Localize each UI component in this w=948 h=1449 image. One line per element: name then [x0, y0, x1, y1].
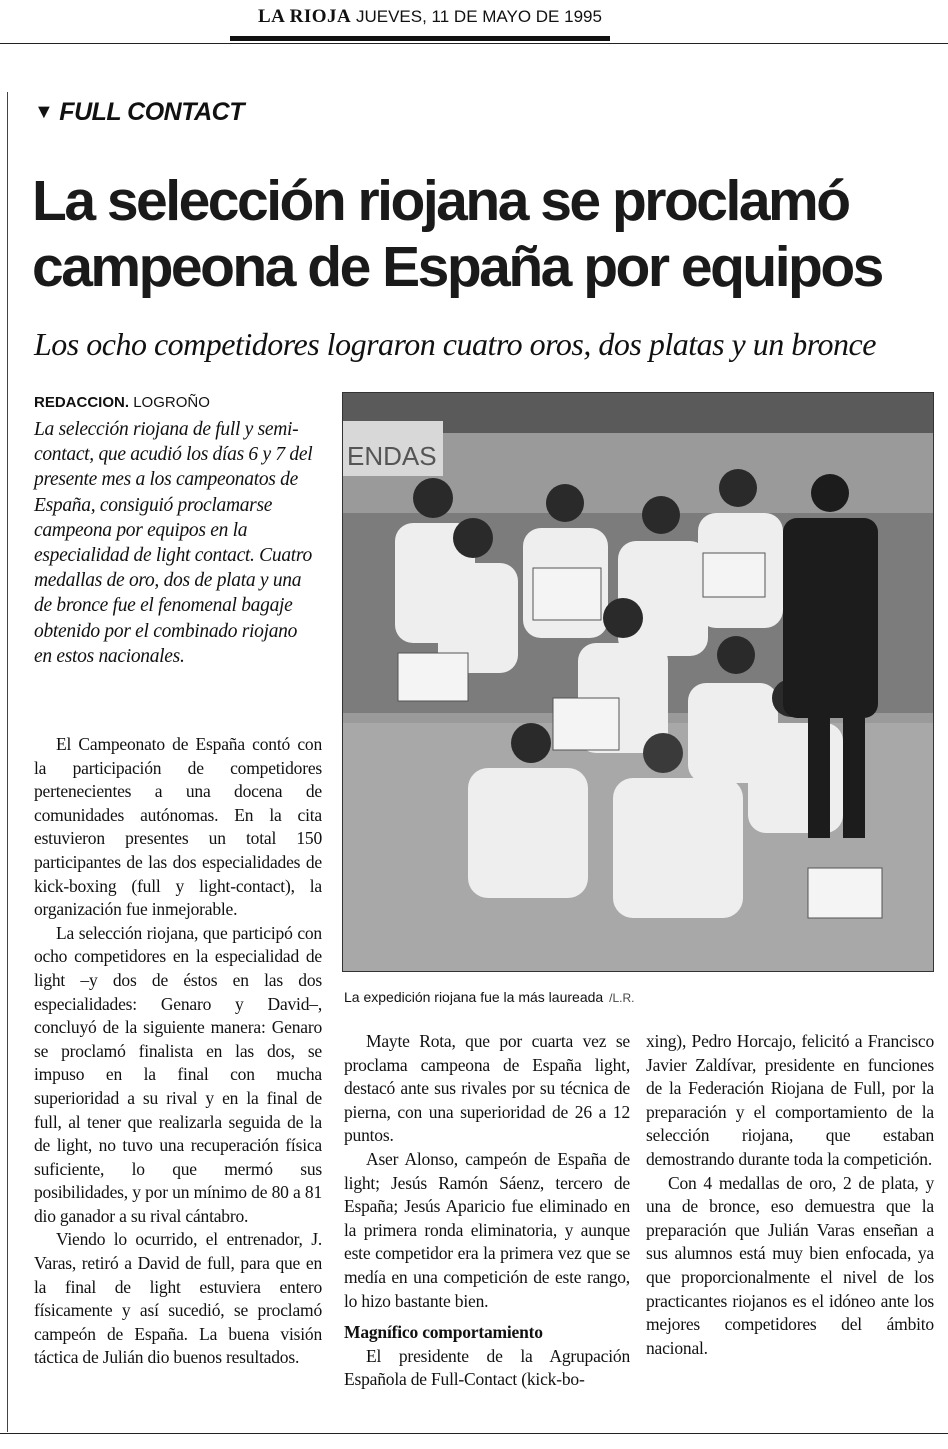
body-paragraph: Con 4 medallas de oro, 2 de plata, y una de bronce, eso demuestra que la preparación que Julián Varas enseñan a sus alumnos está muy bien enfocada, ya que proporcionalmente el nivel de los practicantes riojanos es el idóneo ante los mejores competidores del ámbito nacional.: [646, 1172, 934, 1358]
photo-caption: [344, 989, 635, 1005]
body-paragraph: Aser Alonso, campeón de España de light; Jesús Ramón Sáenz, tercero de España; Jesús Aparicio fue eliminado en la primera ronda eliminatoria, y aunque este competidor era la primera vez que se medía en una competición de este rango, lo hizo bastante bien.: [344, 1148, 630, 1311]
body-column-1: [34, 733, 322, 1370]
newspaper-name: LA RIOJA: [258, 6, 352, 27]
headline: La selección riojana se proclamó campeona de España por equipos: [32, 169, 882, 299]
caption-text: La expedición riojana fue la más laureada: [344, 989, 604, 1005]
section-label: [34, 98, 244, 127]
body-paragraph: Mayte Rota, que por cuarta vez se proclama campeona de España light, destacó ante sus rivales por su técnica de pierna, con una superioridad de 26 a 12 puntos.: [344, 1031, 630, 1146]
section-name: FULL CONTACT: [59, 98, 245, 126]
body-subheading: Magnífico comportamiento: [344, 1322, 543, 1343]
byline-place: LOGROÑO: [133, 394, 210, 411]
byline: [34, 394, 210, 411]
bottom-rule: [0, 1433, 948, 1434]
photo-credit: /L.R.: [609, 991, 635, 1005]
masthead-rule: [230, 36, 610, 41]
team-photo-illustration: [343, 393, 934, 972]
body-paragraph: xing), Pedro Horcajo, felicitó a Francisco Javier Zaldívar, presidente en funciones de la Federación Riojana de Full, por la preparación y el comportamiento de la selección riojana, que estaban demostrando durante toda la competición.: [646, 1031, 934, 1169]
masthead: [258, 6, 602, 28]
triangle-down-icon: ▼: [34, 101, 54, 123]
body-paragraph: El Campeonato de España contó con la participación de competidores pertenecientes a una docena de comunidades autónomas. En la cita estuvieron presentes un total 150 participantes de las dos especialidades de kick-boxing (full y light-contact), la organización fue inmejorable.: [34, 734, 322, 920]
margin-rule: [7, 92, 8, 1432]
issue-date: JUEVES, 11 DE MAYO DE 1995: [355, 7, 602, 26]
body-column-3: [646, 1030, 934, 1360]
byline-author: REDACCION.: [34, 394, 130, 411]
body-paragraph: Viendo lo ocurrido, el entrenador, J. Varas, retiró a David de full, para que en la final de light estuviera entero físicamente y así sucedió, se proclamó campeón de España. La buena visión táctica de Julián dio buenos resultados.: [34, 1229, 322, 1368]
banner-text: ENDAS: [347, 441, 437, 471]
lead-paragraph: La selección riojana de full y semi-contact, que acudió los días 6 y 7 del presente mes a los campeonatos de España, consiguió proclamarse campeona por equipos en la especialidad de light contact. Cuatro medallas de oro, dos de plata y una de bronce fue el fenomenal bagaje obtenido por el combinado riojano en estos nacionales.: [34, 419, 313, 667]
body-paragraph: El presidente de la Agrupación Española de Full-Contact (kick-bo-: [344, 1345, 630, 1390]
subheadline: Los ocho competidores lograron cuatro oros, dos platas y un bronce: [34, 326, 876, 362]
body-paragraph: La selección riojana, que participó con ocho competidores en la especialidad de light –y dos de éstos en las dos especialidades: Genaro y David–, concluyó de la siguiente manera: Genaro se proclamó finalista en las dos, se impuso en la final con mucha superioridad a su rival y en la final de full, al tener que realizarla seguida de la de light, no tuvo una recuperación física suficiente, lo que mermó sus posibilidades, y por un mínimo de 80 a 81 dio ganador a su rival cántabro.: [34, 922, 322, 1226]
page-rule: [0, 43, 948, 44]
team-photo: [342, 392, 934, 972]
body-column-2: [344, 1030, 630, 1392]
